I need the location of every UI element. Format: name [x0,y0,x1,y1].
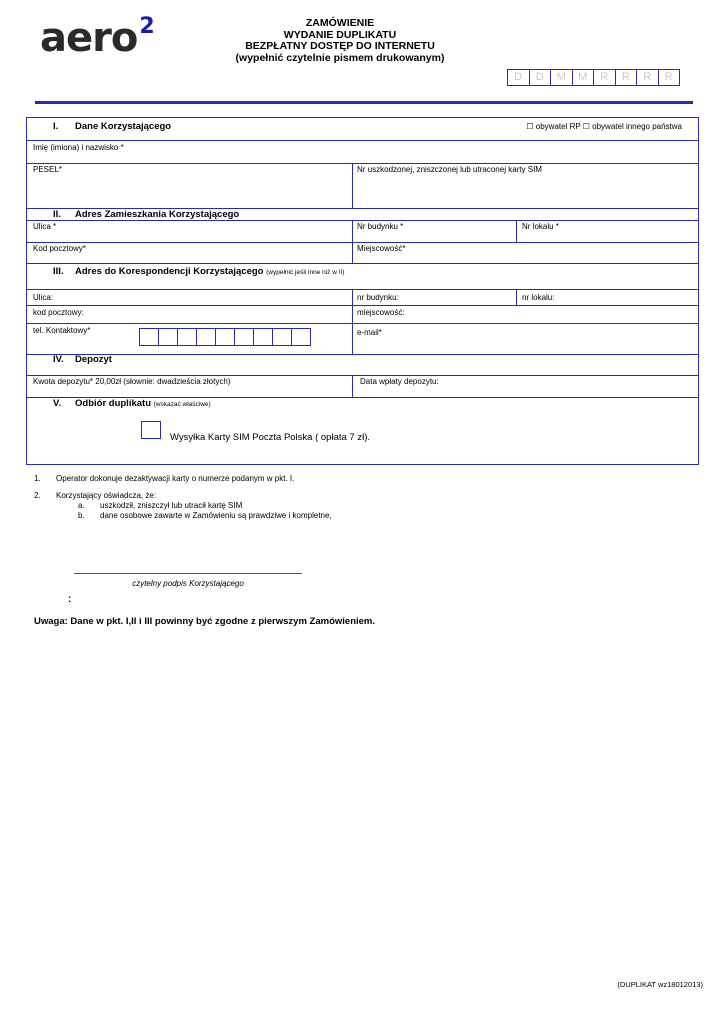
form-code: (DUPLIKAT wz18012013) [617,980,703,989]
corr-street-field[interactable]: Ulica: [33,293,54,302]
note-1: 1. Operator dokonuje dezaktywacji karty o numerze podanym w pkt. I. [34,474,295,483]
section-2-heading: II. Adres Zamieszkania Korzystającego [53,209,240,220]
building-number-field[interactable]: Nr budynku * [357,222,404,231]
signature-label: czytelny podpis Korzystającego [132,579,244,588]
form-title: ZAMÓWIENIE WYDANIE DUPLIKATU BEZPŁATNY DOSTĘP DO INTERNETU (wypełnić czytelnie pismem drukowanym) [235,17,445,64]
aero2-logo: aero$^2$ [40,14,154,61]
note-2: 2. Korzystający oświadcza, że: [34,491,157,500]
citizenship-checkboxes[interactable]: ☐ obywatel RP ☐ obywatel innego państwa [526,122,682,131]
sim-delivery-label: Wysyłka Karty SIM Poczta Polska ( opłata 7 zł). [170,432,371,443]
corr-postcode-field[interactable]: kod pocztowy: [33,308,84,317]
section-1-heading: I. Dane Korzystającego [53,121,172,132]
signature-colon: : [68,594,72,605]
warning-text: Uwaga: Dane w pkt. I,II i III powinny być zgodne z pierwszym Zamówieniem. [34,616,376,627]
header-divider [35,101,693,104]
deposit-amount-field[interactable]: Kwota depozytu* 20,00zł (słownie: dwadzieścia złotych) [33,377,231,386]
postcode-field[interactable]: Kod pocztowy* [33,244,86,253]
note-2b: b. dane osobowe zawarte w Zamówieniu są prawdziwe i kompletne, [78,511,332,520]
section-4-heading: IV. Depozyt [53,354,112,365]
name-field[interactable]: Imię (imiona) i nazwisko * [33,143,124,152]
deposit-date-field[interactable]: Data wpłaty depozytu: [360,377,439,386]
corr-city-field[interactable]: miejscowość: [357,308,405,317]
city-field[interactable]: Miejscowość* [357,244,406,253]
email-field[interactable]: e-mail* [357,328,382,337]
flat-number-field[interactable]: Nr lokalu * [522,222,559,231]
phone-input-boxes[interactable] [139,328,311,346]
section-5-heading: V. Odbiór duplikatu (wskazać właściwe) [53,398,211,409]
street-field[interactable]: Ulica * [33,222,57,231]
section-3-heading: III. Adres do Korespondencji Korzystającego (wypełnić jeśli inne niż w II) [53,266,345,277]
order-form [26,117,699,465]
date-input-boxes[interactable]: D D M M R R R R [507,69,680,86]
corr-flat-field[interactable]: nr lokalu: [522,293,555,302]
pesel-field[interactable]: PESEL* [33,165,62,174]
sim-delivery-checkbox[interactable] [141,421,161,439]
corr-building-field[interactable]: nr budynku: [357,293,399,302]
phone-label: tel. Kontaktowy* [33,326,91,335]
sim-number-field[interactable]: Nr uszkodzonej, zniszczonej lub utraconej karty SIM [357,165,542,174]
signature-line[interactable] [74,573,302,574]
note-2a: a. uszkodził, zniszczył lub utracił kartę SIM [78,501,243,510]
